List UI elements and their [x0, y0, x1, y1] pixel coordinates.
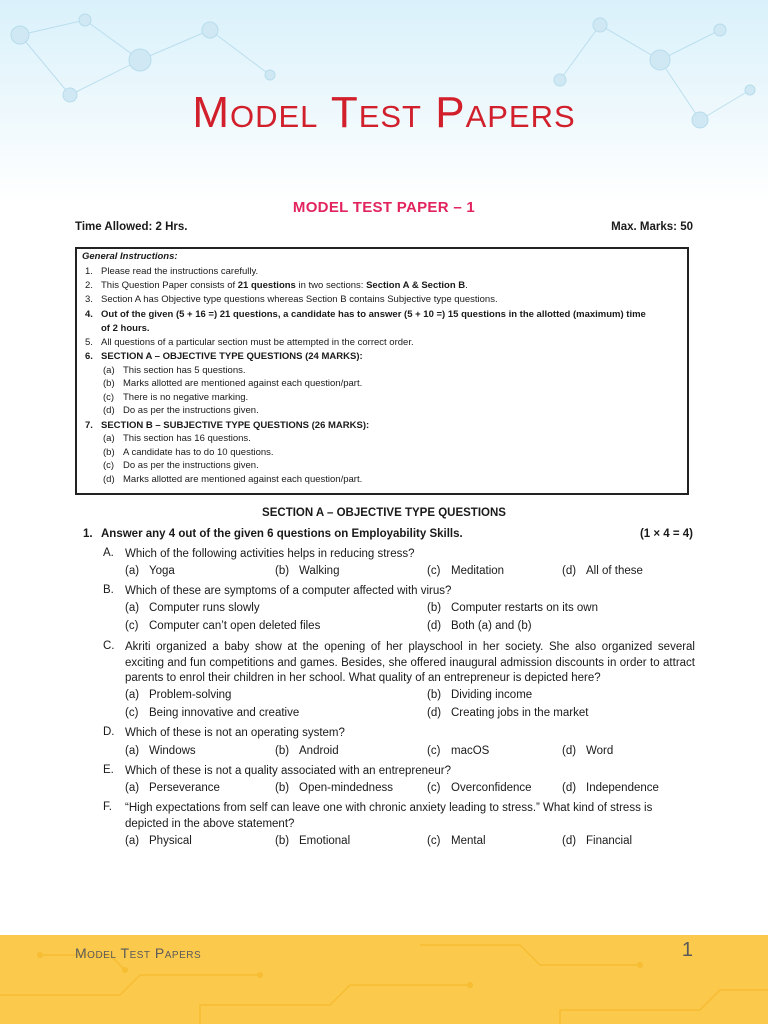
question-part-text: Which of the following activities helps in reducing stress? — [125, 548, 415, 560]
footer-title: Model Test Papers — [75, 945, 202, 961]
instruction-item: 6. SECTION A – OBJECTIVE TYPE QUESTIONS (24 MARKS): — [85, 351, 363, 362]
max-marks: Max. Marks: 50 — [611, 221, 693, 233]
option: (b) Computer restarts on its own — [427, 602, 599, 614]
option: (a) Yoga — [125, 565, 175, 577]
option: (d) Creating jobs in the market — [427, 707, 589, 719]
question-part-text: Akriti organized a baby show at the opening of her playschool in her society. She also organized several exciting and fun competitions and games. Besides, she offered inaugural admission discounts in order to attract parents to enrol their children in her school. What quality of an entrepreneur is depicted here? — [125, 641, 695, 684]
option: (b) Android — [275, 745, 339, 757]
option: (d) Independence — [562, 782, 659, 794]
instruction-subitem: (b) Marks allotted are mentioned against each question/part. — [103, 378, 363, 389]
option: (b) Walking — [275, 565, 340, 577]
instruction-item: 7. SECTION B – SUBJECTIVE TYPE QUESTIONS (26 MARKS): — [85, 420, 370, 431]
instruction-subitem: (c) Do as per the instructions given. — [103, 460, 259, 471]
question-part-letter: D. — [103, 726, 115, 738]
question-part-letter: C. — [103, 640, 115, 652]
option: (d) All of these — [562, 565, 643, 577]
option: (b) Dividing income — [427, 689, 533, 701]
question-part-letter: E. — [103, 764, 114, 776]
option: (a) Windows — [125, 745, 196, 757]
instruction-item: 1. Please read the instructions carefully. — [85, 266, 259, 277]
page-title: Model Test Papers — [192, 88, 576, 137]
paper-title: MODEL TEST PAPER – 1 — [292, 199, 476, 216]
section-a-heading: SECTION A – OBJECTIVE TYPE QUESTIONS — [262, 507, 506, 519]
question-1: 1. Answer any 4 out of the given 6 questions on Employability Skills. — [83, 528, 463, 540]
instruction-subitem: (a) This section has 5 questions. — [103, 365, 246, 376]
instructions-heading: General Instructions: — [82, 251, 178, 262]
question-part-letter: A. — [103, 547, 114, 559]
instruction-item: 5. All questions of a particular section must be attempted in the correct order. — [85, 337, 414, 348]
instruction-item: 4. Out of the given (5 + 16 =) 21 questions, a candidate has to answer (5 + 10 =) 15 questions in the allotted (maximum) time — [85, 309, 646, 320]
option: (d) Both (a) and (b) — [427, 620, 532, 632]
option: (c) macOS — [427, 745, 490, 757]
question-part-text: Which of these is not a quality associated with an entrepreneur? — [125, 765, 452, 777]
instruction-subitem: (d) Marks allotted are mentioned against each question/part. — [103, 474, 363, 485]
instruction-item: 2. This Question Paper consists of 21 questions in two sections: Section A & Section B. — [85, 280, 468, 291]
instruction-item: of 2 hours. — [101, 323, 150, 334]
option: (c) Being innovative and creative — [125, 707, 300, 719]
option: (c) Meditation — [427, 565, 505, 577]
option: (d) Financial — [562, 835, 633, 847]
option: (c) Mental — [427, 835, 486, 847]
instruction-item: 3. Section A has Objective type questions whereas Section B contains Subjective type questions. — [85, 294, 498, 305]
option: (c) Computer can’t open deleted files — [125, 620, 321, 632]
time-allowed: Time Allowed: 2 Hrs. — [75, 221, 188, 233]
option: (b) Emotional — [275, 835, 351, 847]
instruction-subitem: (c) There is no negative marking. — [103, 392, 249, 403]
instruction-subitem: (b) A candidate has to do 10 questions. — [103, 447, 274, 458]
option: (a) Computer runs slowly — [125, 602, 260, 614]
page-number: 1 — [681, 939, 693, 961]
option: (b) Open-mindedness — [275, 782, 393, 794]
footer-band — [0, 935, 768, 1024]
general-instructions-box — [75, 247, 689, 495]
option: (a) Perseverance — [125, 782, 220, 794]
question-part-letter: F. — [103, 801, 112, 813]
question-1-marks: (1 × 4 = 4) — [639, 528, 693, 540]
option: (c) Overconfidence — [427, 782, 532, 794]
instruction-subitem: (d) Do as per the instructions given. — [103, 405, 259, 416]
option: (a) Problem-solving — [125, 689, 232, 701]
question-part-letter: B. — [103, 584, 114, 596]
question-part-text: Which of these is not an operating system? — [125, 727, 345, 739]
option: (a) Physical — [125, 835, 192, 847]
question-part-text: Which of these are symptoms of a computer affected with virus? — [125, 585, 452, 597]
instruction-subitem: (a) This section has 16 questions. — [103, 433, 251, 444]
question-part-text: “High expectations from self can leave one with chronic anxiety leading to stress.” What kind of stress is depicted in the above statement? — [125, 802, 653, 830]
option: (d) Word — [562, 745, 614, 757]
